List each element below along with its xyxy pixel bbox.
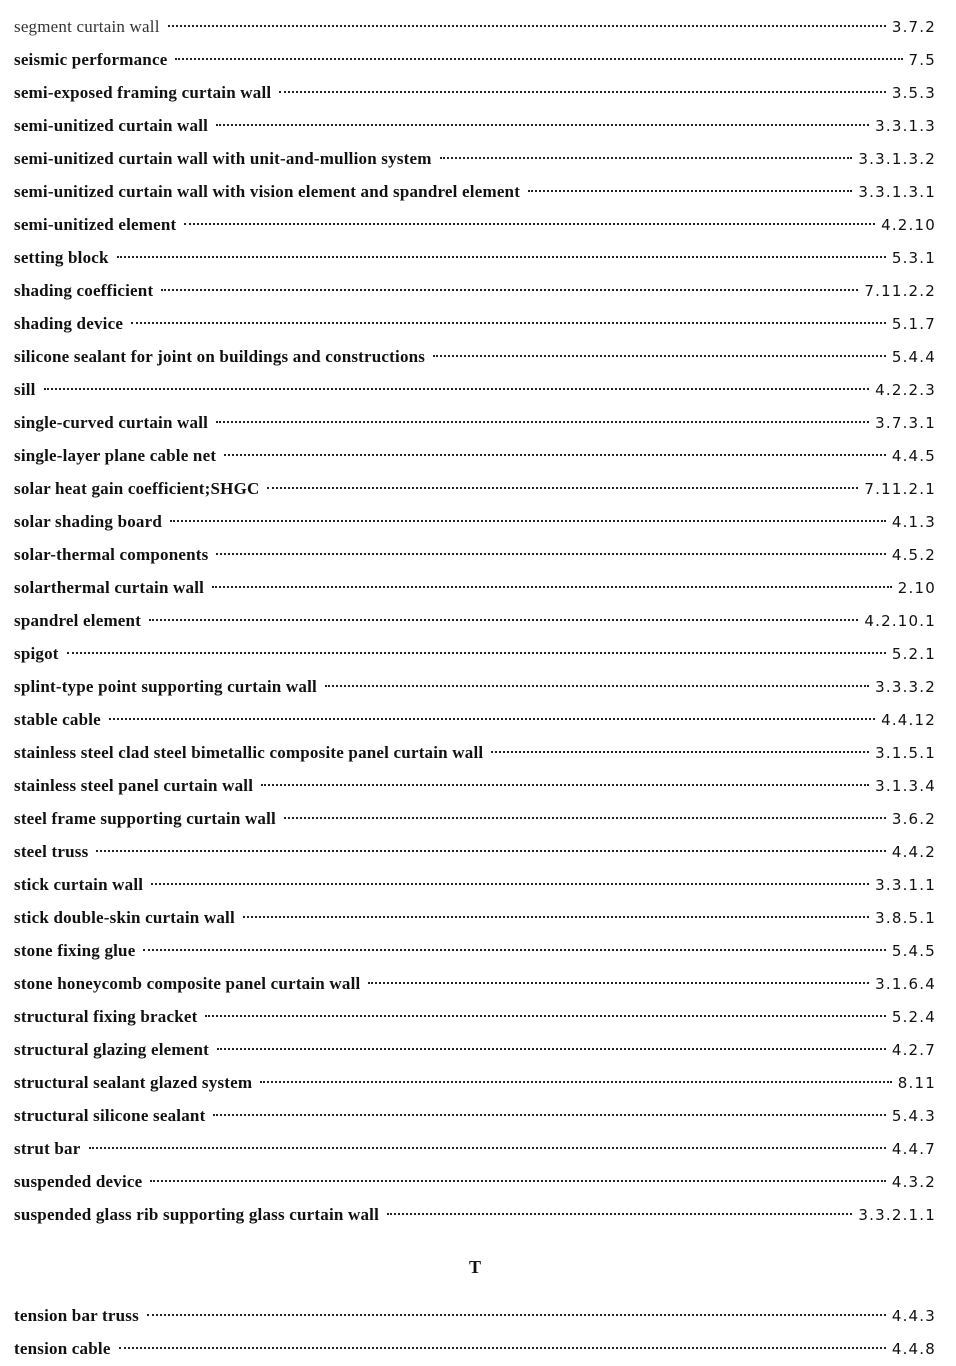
dot-leader bbox=[131, 322, 886, 324]
index-term: stable cable bbox=[14, 710, 101, 729]
index-reference-number: 3.3.3.2 bbox=[875, 678, 936, 696]
dot-leader bbox=[216, 124, 869, 126]
index-entry bbox=[14, 1132, 936, 1165]
index-term: solar heat gain coefficient;SHGC bbox=[14, 479, 260, 498]
dot-leader bbox=[216, 553, 885, 555]
index-reference-number: 3.8.5.1 bbox=[875, 909, 936, 927]
index-entry bbox=[14, 967, 936, 1000]
index-reference-number: 3.3.2.1.1 bbox=[858, 1206, 936, 1224]
dot-leader bbox=[216, 421, 869, 423]
index-reference-number: 5.2.1 bbox=[891, 645, 936, 663]
index-reference-number: 4.5.2 bbox=[891, 546, 936, 564]
index-reference-number: 3.7.3.1 bbox=[875, 414, 936, 432]
dot-leader bbox=[243, 916, 869, 918]
index-reference-number: 4.4.8 bbox=[891, 1340, 936, 1358]
index-entry bbox=[14, 10, 936, 43]
dot-leader bbox=[325, 685, 869, 687]
index-reference-number: 5.4.4 bbox=[891, 348, 936, 366]
index-term: semi-unitized curtain wall bbox=[14, 116, 209, 135]
dot-leader bbox=[387, 1213, 852, 1215]
index-entry bbox=[14, 703, 936, 736]
dot-leader bbox=[212, 586, 892, 588]
dot-leader bbox=[260, 1081, 892, 1083]
index-reference-number: 3.6.2 bbox=[891, 810, 936, 828]
index-term: semi-exposed framing curtain wall bbox=[14, 83, 272, 102]
dot-leader bbox=[213, 1114, 885, 1116]
dot-leader bbox=[161, 289, 858, 291]
index-term: structural fixing bracket bbox=[14, 1007, 198, 1026]
section-heading-t: T bbox=[468, 1257, 481, 1277]
index-entry bbox=[14, 835, 936, 868]
index-reference-number: 3.7.2 bbox=[891, 18, 936, 36]
index-entry bbox=[14, 1332, 936, 1365]
index-term: steel frame supporting curtain wall bbox=[14, 809, 276, 828]
index-term: solar-thermal components bbox=[14, 545, 209, 564]
index-reference-number: 4.4.12 bbox=[881, 711, 936, 729]
index-reference-number: 3.3.1.3.1 bbox=[858, 183, 936, 201]
index-term: sill bbox=[14, 380, 36, 399]
index-entry bbox=[14, 109, 936, 142]
dot-leader bbox=[528, 190, 852, 192]
index-term: semi-unitized curtain wall with unit-and-mullion system bbox=[14, 149, 432, 168]
index-entry bbox=[14, 274, 936, 307]
index-reference-number: 7.11.2.1 bbox=[864, 480, 936, 498]
index-term: solar shading board bbox=[14, 512, 163, 531]
index-entry bbox=[14, 769, 936, 802]
dot-leader bbox=[261, 784, 869, 786]
index-entry bbox=[14, 604, 936, 637]
index-entry bbox=[14, 505, 936, 538]
index-entry bbox=[14, 670, 936, 703]
index-reference-number: 7.5 bbox=[908, 51, 936, 69]
index-term: stainless steel panel curtain wall bbox=[14, 776, 254, 795]
index-term: stick curtain wall bbox=[14, 875, 144, 894]
dot-leader bbox=[224, 454, 886, 456]
index-term: single-layer plane cable net bbox=[14, 446, 217, 465]
index-term: stone fixing glue bbox=[14, 941, 136, 960]
index-group-t bbox=[14, 1299, 936, 1365]
index-reference-number: 4.4.7 bbox=[891, 1140, 936, 1158]
index-reference-number: 5.3.1 bbox=[891, 249, 936, 267]
index-entry bbox=[14, 571, 936, 604]
index-term: semi-unitized curtain wall with vision element and spandrel element bbox=[14, 182, 521, 201]
dot-leader bbox=[96, 850, 885, 852]
index-reference-number: 4.1.3 bbox=[891, 513, 936, 531]
dot-leader bbox=[184, 223, 875, 225]
index-term: stainless steel clad steel bimetallic composite panel curtain wall bbox=[14, 743, 484, 762]
dot-leader bbox=[89, 1147, 886, 1149]
index-term: shading coefficient bbox=[14, 281, 154, 300]
index-term: suspended glass rib supporting glass curtain wall bbox=[14, 1205, 379, 1224]
index-entry bbox=[14, 340, 936, 373]
index-entry bbox=[14, 208, 936, 241]
index-entry bbox=[14, 868, 936, 901]
index-entry bbox=[14, 472, 936, 505]
dot-leader bbox=[284, 817, 886, 819]
index-entry bbox=[14, 637, 936, 670]
index-entry bbox=[14, 142, 936, 175]
index-reference-number: 3.5.3 bbox=[891, 84, 936, 102]
dot-leader bbox=[267, 487, 858, 489]
index-reference-number: 4.4.2 bbox=[891, 843, 936, 861]
index-reference-number: 5.4.3 bbox=[891, 1107, 936, 1125]
index-reference-number: 3.1.3.4 bbox=[875, 777, 936, 795]
index-entry bbox=[14, 43, 936, 76]
index-entry bbox=[14, 76, 936, 109]
index-entry bbox=[14, 307, 936, 340]
index-term: tension cable bbox=[14, 1339, 111, 1358]
index-entry bbox=[14, 1299, 936, 1332]
index-entry bbox=[14, 1165, 936, 1198]
index-entry bbox=[14, 1033, 936, 1066]
index-reference-number: 4.2.7 bbox=[891, 1041, 936, 1059]
index-reference-number: 3.3.1.1 bbox=[875, 876, 936, 894]
index-term: strut bar bbox=[14, 1139, 81, 1158]
dot-leader bbox=[143, 949, 885, 951]
index-reference-number: 8.11 bbox=[897, 1074, 936, 1092]
index-term: spigot bbox=[14, 644, 59, 663]
index-reference-number: 4.2.10.1 bbox=[864, 612, 936, 630]
index-entry bbox=[14, 538, 936, 571]
index-reference-number: 3.3.1.3.2 bbox=[858, 150, 936, 168]
index-reference-number: 3.1.5.1 bbox=[875, 744, 936, 762]
index-term: setting block bbox=[14, 248, 109, 267]
index-term: structural glazing element bbox=[14, 1040, 209, 1059]
index-entry bbox=[14, 802, 936, 835]
index-entry bbox=[14, 241, 936, 274]
index-term: splint-type point supporting curtain wall bbox=[14, 677, 317, 696]
index-term: seismic performance bbox=[14, 50, 168, 69]
index-reference-number: 4.4.3 bbox=[891, 1307, 936, 1325]
dot-leader bbox=[217, 1048, 886, 1050]
index-entry bbox=[14, 1000, 936, 1033]
index-term: single-curved curtain wall bbox=[14, 413, 209, 432]
index-reference-number: 5.2.4 bbox=[891, 1008, 936, 1026]
index-term: structural sealant glazed system bbox=[14, 1073, 253, 1092]
dot-leader bbox=[44, 388, 870, 390]
index-term: semi-unitized element bbox=[14, 215, 177, 234]
index-term: spandrel element bbox=[14, 611, 142, 630]
index-reference-number: 4.2.2.3 bbox=[875, 381, 936, 399]
index-term: stone honeycomb composite panel curtain wall bbox=[14, 974, 361, 993]
index-term: solarthermal curtain wall bbox=[14, 578, 205, 597]
index-reference-number: 7.11.2.2 bbox=[864, 282, 936, 300]
dot-leader bbox=[491, 751, 869, 753]
dot-leader bbox=[170, 520, 886, 522]
index-entry bbox=[14, 736, 936, 769]
dot-leader bbox=[109, 718, 875, 720]
index-reference-number: 2.10 bbox=[897, 579, 936, 597]
index-entry bbox=[14, 175, 936, 208]
dot-leader bbox=[175, 58, 902, 60]
index-entry bbox=[14, 373, 936, 406]
index-term: segment curtain wall bbox=[14, 17, 160, 36]
dot-leader bbox=[205, 1015, 885, 1017]
dot-leader bbox=[151, 883, 869, 885]
index-entry bbox=[14, 934, 936, 967]
index-reference-number: 5.1.7 bbox=[891, 315, 936, 333]
index-term: suspended device bbox=[14, 1172, 143, 1191]
index-reference-number: 3.3.1.3 bbox=[875, 117, 936, 135]
index-term: stick double-skin curtain wall bbox=[14, 908, 235, 927]
dot-leader bbox=[168, 25, 886, 27]
dot-leader bbox=[440, 157, 853, 159]
index-term: silicone sealant for joint on buildings and constructions bbox=[14, 347, 426, 366]
dot-leader bbox=[149, 619, 858, 621]
dot-leader bbox=[117, 256, 886, 258]
index-group-s bbox=[14, 10, 936, 1231]
index-entry bbox=[14, 1198, 936, 1231]
index-reference-number: 4.3.2 bbox=[891, 1173, 936, 1191]
index-entry bbox=[14, 1066, 936, 1099]
dot-leader bbox=[279, 91, 886, 93]
index-term: tension bar truss bbox=[14, 1306, 139, 1325]
index-entry bbox=[14, 1099, 936, 1132]
index-reference-number: 4.2.10 bbox=[881, 216, 936, 234]
dot-leader bbox=[67, 652, 886, 654]
index-reference-number: 5.4.5 bbox=[891, 942, 936, 960]
index-entry bbox=[14, 901, 936, 934]
dot-leader bbox=[119, 1347, 886, 1349]
dot-leader bbox=[147, 1314, 886, 1316]
index-entry bbox=[14, 439, 936, 472]
index-term: structural silicone sealant bbox=[14, 1106, 206, 1125]
index-term: shading device bbox=[14, 314, 124, 333]
index-term: steel truss bbox=[14, 842, 89, 861]
dot-leader bbox=[150, 1180, 885, 1182]
index-entry bbox=[14, 406, 936, 439]
dot-leader bbox=[368, 982, 869, 984]
dot-leader bbox=[433, 355, 886, 357]
index-reference-number: 4.4.5 bbox=[891, 447, 936, 465]
index-reference-number: 3.1.6.4 bbox=[875, 975, 936, 993]
